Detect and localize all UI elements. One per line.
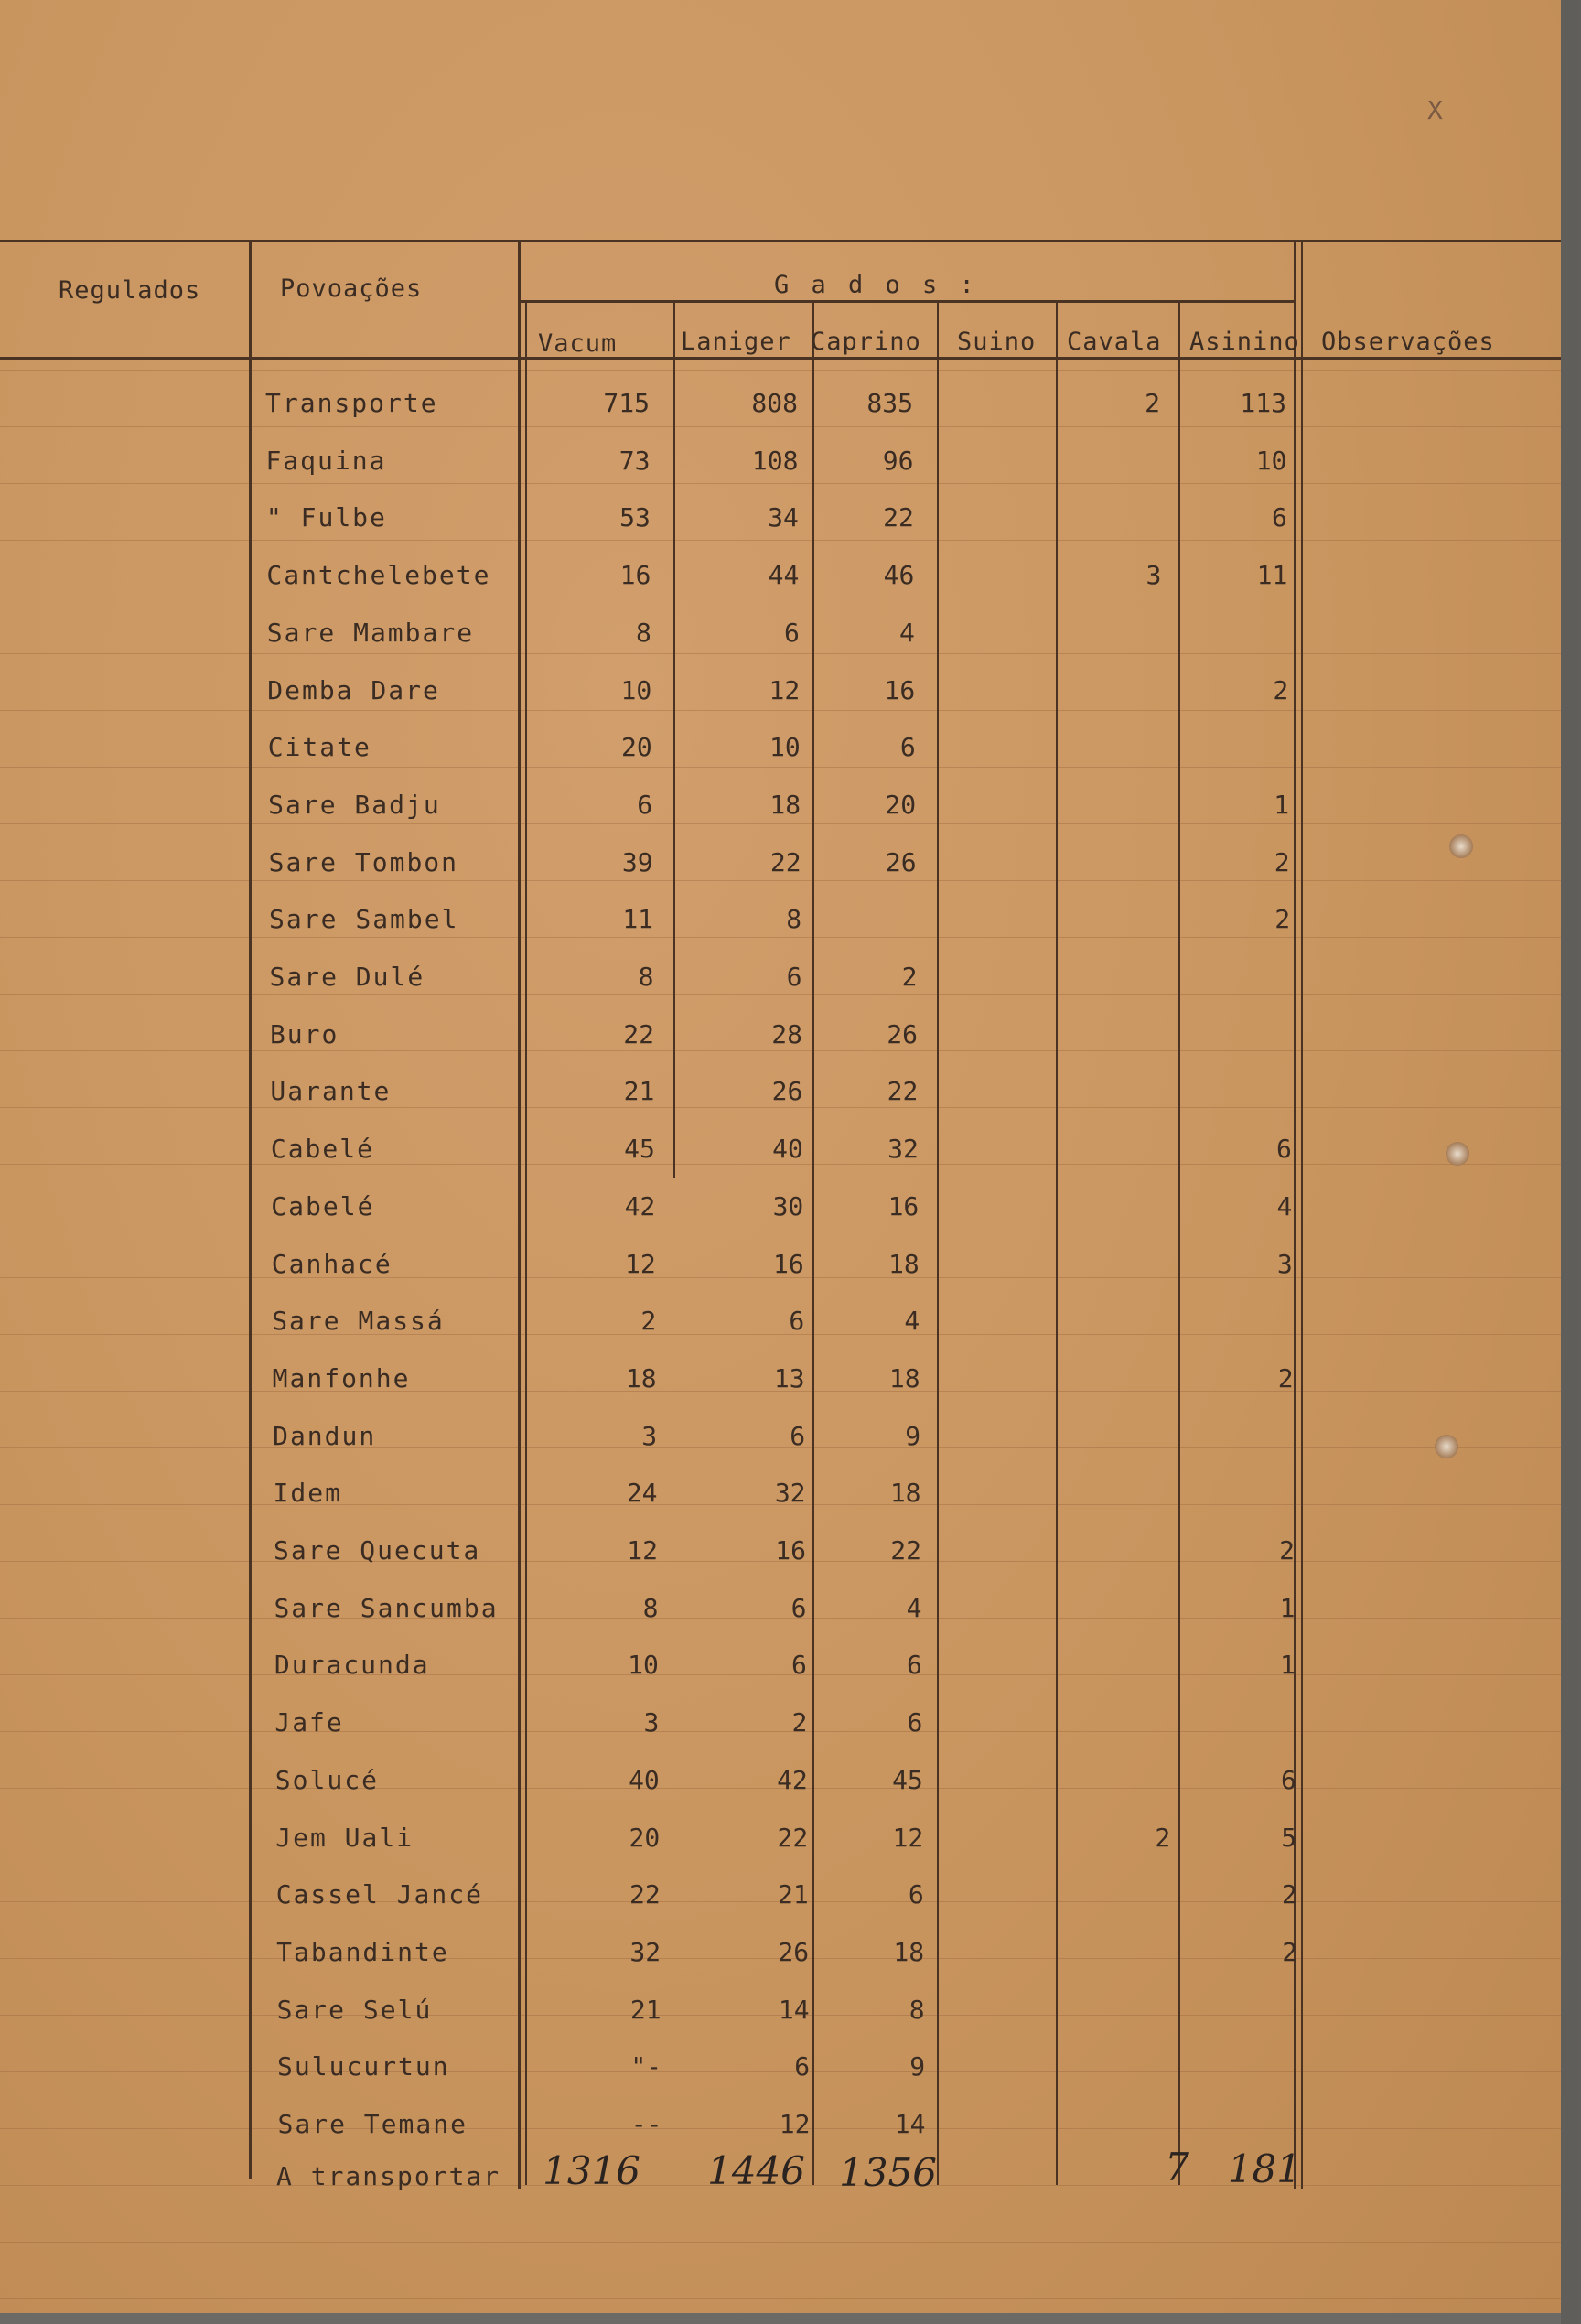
row-povoacao: Sare Dulé [269,962,425,992]
row-vacum-value: 53 [619,502,651,533]
row-laniger-value: 30 [772,1190,804,1221]
row-laniger-value: 34 [768,502,799,533]
column-divider-suino [1056,300,1058,2185]
row-caprino-value: 46 [883,560,915,591]
row-caprino-value: 96 [882,445,914,476]
ruled-line [0,653,1561,654]
row-povoacao: Sare Temane [277,2109,468,2139]
row-povoacao: Tabandinte [276,1936,449,1967]
row-caprino-value: 8 [909,1994,925,2025]
row-laniger-value: 6 [786,962,802,992]
row-asinino-value: 2 [1282,1936,1298,1967]
row-caprino-value: 22 [887,1076,919,1107]
row-laniger-value: 6 [791,1650,807,1681]
row-caprino-value: 22 [890,1535,921,1565]
row-laniger-value: 16 [773,1248,804,1279]
row-asinino-value: 1 [1280,1650,1296,1681]
row-laniger-value: 8 [786,904,802,935]
row-laniger-value: 22 [769,846,801,877]
row-povoacao: Idem [273,1478,342,1509]
row-asinino-value: 2 [1277,1362,1294,1393]
row-asinino-value: 2 [1279,1535,1295,1565]
row-caprino-value: 18 [893,1936,925,1967]
row-caprino-value: 9 [905,1420,921,1451]
column-divider-vacum [673,300,675,1178]
row-povoacao: Sare Massá [272,1306,445,1337]
footer-vacum-total: 1316 [543,2148,640,2193]
row-laniger-value: 6 [790,1420,806,1451]
row-caprino-value: 26 [885,846,917,877]
row-povoacao: Demba Dare [267,674,440,705]
row-asinino-value: 1 [1274,789,1290,820]
row-caprino-value: 14 [894,2109,926,2139]
row-cavala-value: 3 [1145,560,1162,591]
row-povoacao: Sare Quecuta [274,1535,481,1565]
row-povoacao: Sare Mambare [266,617,475,648]
row-laniger-value: 18 [769,789,801,820]
row-vacum-value: 6 [637,789,653,820]
row-laniger-value: 12 [779,2109,811,2139]
row-caprino-value: 32 [887,1134,919,1165]
row-cavala-value: 2 [1155,1822,1171,1853]
row-caprino-value: 18 [888,1362,920,1393]
header-povoacoes: Povoações [280,274,423,303]
row-vacum-value: 10 [628,1650,659,1681]
row-povoacao: Sare Tombon [268,846,459,877]
row-asinino-value: 2 [1274,904,1291,935]
row-povoacao: Uarante [270,1076,392,1107]
row-vacum-value: 715 [603,388,650,418]
row-vacum-value: 21 [629,1994,661,2025]
row-caprino-value: 2 [901,962,918,992]
row-caprino-value: 6 [907,1650,922,1681]
row-povoacao: Cabelé [270,1134,374,1165]
row-povoacao: Dandun [273,1420,377,1451]
header-caprino: Caprino [811,328,921,356]
header-regulados: Regulados [59,276,201,305]
row-vacum-value: 8 [642,1592,659,1623]
row-cavala-value: 2 [1145,388,1160,418]
row-laniger-value: 12 [769,674,801,705]
row-povoacao: " Fulbe [265,502,387,533]
footer-asinino-total: 181 [1227,2146,1301,2191]
row-vacum-value: 40 [629,1764,660,1795]
column-divider-cavala [1178,300,1180,2185]
row-caprino-value: 4 [906,1592,922,1623]
row-povoacao: Sare Badju [268,789,441,820]
row-laniger-value: 6 [783,617,800,648]
ruled-line [0,937,1561,938]
punch-hole [1435,1435,1458,1458]
row-asinino-value: 1 [1279,1592,1296,1623]
row-laniger-value: 108 [751,445,799,476]
row-povoacao: Sulucurtun [277,2051,450,2082]
row-vacum-value: "- [630,2051,662,2082]
row-asinino-value: 2 [1281,1879,1297,1910]
column-divider-gados-left-inner [525,300,527,2185]
row-laniger-value: 26 [771,1076,803,1107]
ruled-line [0,370,1561,371]
row-caprino-value: 20 [885,789,917,820]
row-asinino-value: 11 [1256,560,1288,591]
ruled-line [0,1050,1561,1051]
row-vacum-value: 20 [629,1822,661,1853]
row-caprino-value: 835 [866,388,913,418]
ruled-line [0,540,1561,541]
row-asinino-value: 4 [1276,1190,1293,1221]
row-caprino-value: 22 [883,502,914,533]
row-asinino-value: 2 [1274,846,1290,877]
row-asinino-value: 6 [1272,502,1287,533]
row-caprino-value: 6 [908,1879,924,1910]
row-povoacao: Sare Sancumba [274,1592,499,1623]
row-laniger-value: 40 [772,1134,803,1165]
row-caprino-value: 26 [887,1018,918,1049]
row-caprino-value: 45 [892,1764,923,1795]
row-vacum-value: 16 [619,560,651,591]
row-caprino-value: 6 [907,1707,923,1738]
row-vacum-value: 32 [629,1936,661,1967]
row-laniger-value: 42 [777,1764,808,1795]
ruled-line [0,880,1561,881]
header-top-border [0,240,1561,242]
column-divider-asinino-inner [1301,240,1303,2189]
row-povoacao: Cantchelebete [266,560,491,591]
ruled-line [0,767,1561,768]
row-vacum-value: 73 [618,445,651,476]
row-povoacao: Solucé [274,1764,379,1795]
row-vacum-value: 11 [622,904,654,935]
row-vacum-value: 12 [625,1248,656,1279]
row-asinino-value: 113 [1240,388,1286,418]
column-divider-povoacoes [518,240,521,2189]
row-vacum-value: 21 [623,1076,655,1107]
row-caprino-value: 4 [904,1306,920,1337]
row-caprino-value: 18 [888,1248,920,1279]
row-vacum-value: 45 [624,1134,655,1165]
column-divider-regulados [249,240,252,2179]
row-caprino-value: 4 [898,617,915,648]
header-suino: Suino [957,328,1037,356]
row-vacum-value: 8 [638,962,654,992]
ruled-line [0,823,1561,824]
footer-laniger-total: 1446 [707,2148,805,2193]
row-asinino-value: 6 [1275,1134,1292,1165]
row-laniger-value: 2 [791,1707,808,1738]
row-povoacao: Sare Sambel [269,904,459,935]
row-asinino-value: 10 [1255,445,1287,476]
row-laniger-value: 26 [778,1936,810,1967]
punch-hole [1446,1142,1469,1166]
row-laniger-value: 32 [774,1478,806,1509]
row-vacum-value: -- [630,2109,662,2139]
ruled-line [0,710,1561,711]
header-bottom-border [0,357,1561,360]
row-asinino-value: 2 [1273,674,1289,705]
row-vacum-value: 39 [621,846,653,877]
row-laniger-value: 28 [771,1018,802,1049]
row-povoacao: Buro [269,1018,339,1049]
row-caprino-value: 9 [909,2051,926,2082]
ruled-line [0,2298,1561,2299]
row-povoacao: Faquina [265,445,387,476]
row-asinino-value: 5 [1281,1822,1297,1853]
row-caprino-value: 12 [892,1822,924,1853]
header-cavala: Cavala [1067,328,1162,356]
row-vacum-value: 2 [640,1306,657,1337]
ruled-line [0,483,1561,484]
header-vacum: Vacum [538,329,618,358]
row-laniger-value: 808 [751,388,798,418]
row-povoacao: Citate [267,732,371,763]
row-laniger-value: 6 [789,1306,805,1337]
column-divider-laniger [812,300,814,2185]
row-vacum-value: 22 [629,1879,661,1910]
row-povoacao: Cabelé [271,1190,375,1221]
scan-edge [1561,0,1581,2324]
row-caprino-value: 16 [887,1190,920,1221]
row-vacum-value: 12 [627,1535,658,1565]
row-laniger-value: 13 [773,1362,805,1393]
row-vacum-value: 8 [635,617,651,648]
header-laniger: Laniger [681,328,791,356]
row-caprino-value: 6 [899,732,916,763]
row-vacum-value: 3 [643,1707,660,1738]
ruled-line [0,994,1561,995]
row-laniger-value: 21 [777,1879,809,1910]
row-caprino-value: 18 [889,1478,921,1509]
corner-mark: X [1427,95,1443,125]
row-povoacao: Duracunda [274,1650,430,1681]
ruled-line [0,426,1561,427]
footer-caprino-total: 1356 [839,2150,937,2195]
row-laniger-value: 44 [768,560,800,591]
header-observacoes: Observações [1321,328,1495,356]
row-asinino-value: 3 [1276,1248,1293,1279]
column-divider-caprino [937,300,939,2185]
row-vacum-value: 22 [623,1018,654,1049]
row-povoacao: Sare Selú [276,1994,433,2025]
row-povoacao: Manfonhe [272,1362,411,1393]
row-laniger-value: 22 [777,1822,809,1853]
row-povoacao: Jem Uali [275,1822,414,1853]
row-vacum-value: 3 [641,1420,658,1451]
row-povoacao: Cassel Jancé [275,1879,483,1910]
header-asinino: Asinino [1189,328,1300,356]
row-caprino-value: 16 [884,674,916,705]
row-laniger-value: 6 [790,1592,807,1623]
row-povoacao: Canhacé [271,1248,393,1279]
row-vacum-value: 42 [624,1190,656,1221]
row-povoacao: Jafe [274,1707,344,1738]
row-laniger-value: 14 [778,1994,810,2025]
row-vacum-value: 24 [626,1478,658,1509]
row-povoacao: Transporte [265,388,438,418]
row-laniger-value: 10 [769,732,801,763]
ruled-line [0,2242,1561,2243]
footer-cavala-total: 7 [1165,2145,1189,2190]
row-vacum-value: 10 [620,674,652,705]
footer-label: A transportar [276,2161,501,2191]
row-laniger-value: 16 [775,1535,806,1565]
header-gados: G a d o s : [774,271,978,299]
row-vacum-value: 18 [625,1362,657,1393]
row-vacum-value: 20 [620,732,652,763]
row-laniger-value: 6 [794,2051,811,2082]
row-asinino-value: 6 [1280,1764,1296,1795]
punch-hole [1449,834,1473,858]
